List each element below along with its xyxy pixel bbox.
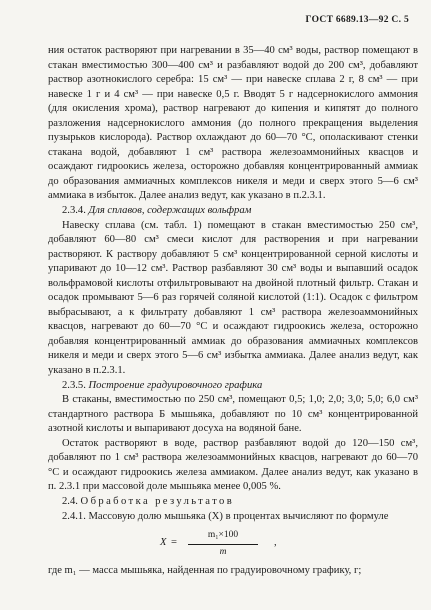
formula-numerator: m₁×100 bbox=[188, 528, 258, 545]
page-header: ГОСТ 6689.13—92 С. 5 bbox=[305, 15, 409, 25]
formula-denominator: m bbox=[219, 546, 227, 557]
formula-legend: где m₁ — масса мышьяка, найденная по градуировочному графику, г; bbox=[48, 565, 362, 577]
formula-comma: , bbox=[274, 537, 277, 549]
section-number: 2.3.5. bbox=[62, 379, 86, 391]
section-2-3-5-heading bbox=[48, 379, 418, 394]
paragraph-tungsten: Навеску сплава (см. табл. 1) помещают в стакан вместимостью 250 см³, добавляют 60—80 см³ смеси кислот для растворения и при нагревании растворяют. К раствору добавляют 5 см³ концентрированной серной кислоты и упаривают до 10—12 см³. Раствор разбавляют 30 см³ воды и выпавший осадок вольфрамовой кислоты отфильтровывают на двойной плотный фильтр. Стакан и осадок промывают 5—6 раз горячей соляной кислотой (1:1). Осадок с фильтром выбрасывают, а к фильтрату добавляют 1 см³ раствора железоаммонийных квасцов, нагревают до 60—70 °С и осаждают гидроокись железа, осторожно добавляя концентрированный аммиак до образования аммиачных комплексов никеля и меди и сверх этого 5—6 см³ избытка аммиака. Далее анализ ведут, как указано в п.2.3.1. bbox=[48, 219, 418, 377]
formula-equals: = bbox=[171, 537, 177, 549]
section-number: 2.4. bbox=[62, 495, 78, 507]
section-number: 2.3.4. bbox=[62, 205, 86, 217]
section-2-3-4-heading bbox=[48, 204, 418, 219]
paragraph-formula-intro: 2.4.1. Массовую долю мышьяка (X) в процентах вычисляют по формуле bbox=[62, 510, 389, 522]
formula bbox=[48, 526, 418, 562]
section-title: Обработка результатов bbox=[80, 495, 235, 507]
document-body bbox=[48, 44, 418, 579]
formula-fraction bbox=[188, 528, 258, 559]
section-title: Для сплавов, содержащих вольфрам bbox=[88, 205, 252, 217]
paragraph-continuation: ния остаток растворяют при нагревании в 35—40 см³ воды, раствор помещают в стакан вместимостью 300—400 см³ и разбавляют водой до 200 см³, добавляют раствор азотнокислого серебра: 15 см³ — при навеске сплава 2 г, 8 см³ — при навеске 1 г и 4 см³ — при навеске 0,5 г. Вводят 5 г надсернокислого аммония (для окисления хрома), раствор нагревают до кипения и кипятят до полного разложения надсернокислого аммония (до полного прекращения выделения пузырьков кислорода). Раствор охлаждают до 60—70 °С, ополаскивают стенки стакана водой, добавляют 1 см³ раствора железоаммонийных квасцов и осаждают гидроокись железа, осторожно добавляя концентрированный аммиак до образования аммиачных комплексов никеля и меди и сверх этого 5—6 см³ аммиака в избыток. Далее анализ ведут, как указано в п.2.3.1. bbox=[48, 45, 418, 202]
paragraph-residue: Остаток растворяют в воде, раствор разбавляют водой до 120—150 см³, добавляют по 1 см³ раствора железоаммонийных квасцов, нагревают до 60—70 °С и осаждают гидроокись железа аммиаком. Далее анализ ведут, как указано в п. 2.3.1 при массовой доле мышьяка менее 0,005 %. bbox=[48, 437, 418, 493]
section-2-4-heading bbox=[48, 495, 418, 510]
paragraph-calibration: В стаканы, вместимостью по 250 см³, помещают 0,5; 1,0; 2,0; 3,0; 5,0; 6,0 см³ стандартного раствора Б мышьяка, добавляют по 10 см³ концентрированной азотной кислоты и выпаривают досуха на водяной бане. bbox=[48, 394, 418, 435]
section-title: Построение градуировочного графика bbox=[88, 379, 263, 391]
formula-lhs: X bbox=[160, 537, 167, 549]
